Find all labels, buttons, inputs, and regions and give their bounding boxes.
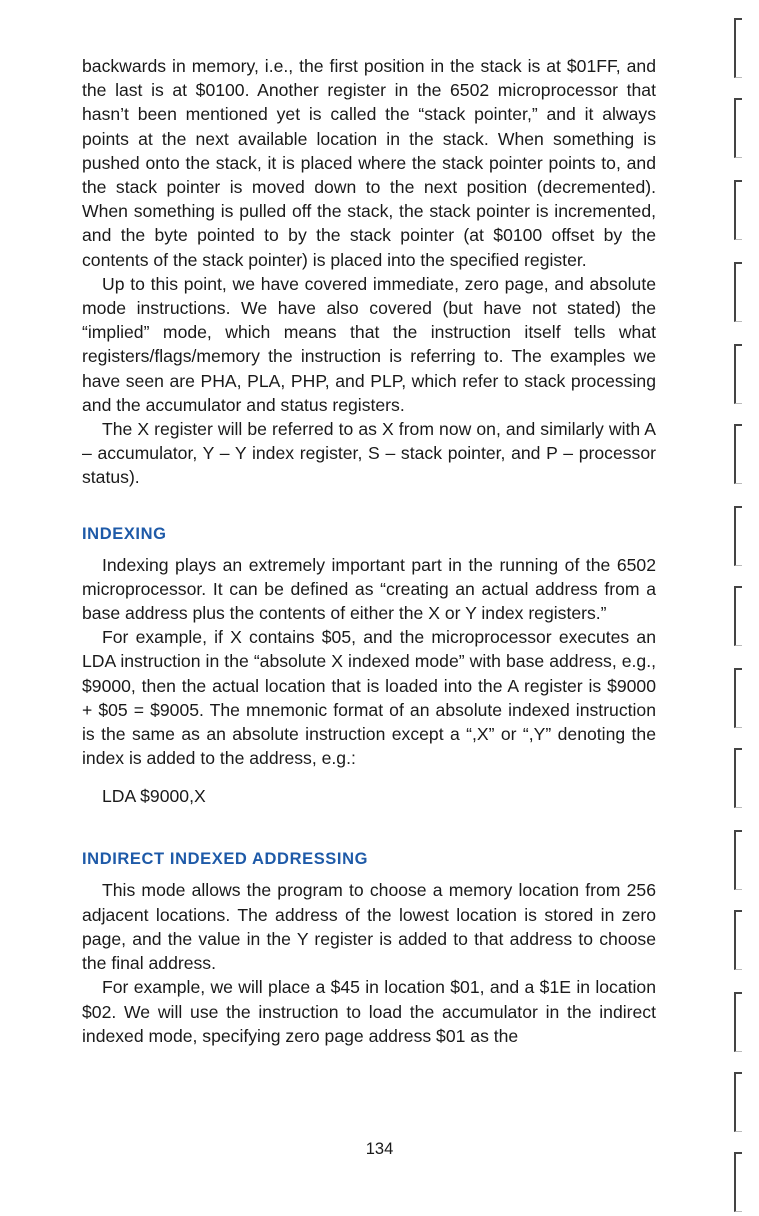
- margin-mark: [734, 180, 742, 240]
- heading-indirect-indexed: INDIRECT INDEXED ADDRESSING: [82, 850, 369, 869]
- page-number: 134: [365, 1140, 394, 1158]
- margin-mark: [734, 424, 742, 484]
- margin-mark: [734, 586, 742, 646]
- paragraph-implied-mode: Up to this point, we have covered immediate, zero page, and absolute mode instructions. We have also covered (but have not stated) the “implied” mode, which means that the instruction itself tells what registers/flags/memory the instruction is referring to. The examples we have seen are PHA, PLA, PHP, and PLP, which refer to stack processing and the accumulator and status registers.: [82, 273, 656, 415]
- margin-mark: [734, 1152, 742, 1212]
- paragraph-stack-pointer: backwards in memory, i.e., the first position in the stack is at $01FF, and the last is at $0100. Another register in the 6502 microprocessor that hasn’t been mentioned yet is called the “stack pointer,” and it always points at the next available location in the stack. When something is pushed onto the stack, it is placed where the stack pointer points to, and the stack pointer is moved down to the next position (decremented). When something is pulled off the stack, the stack pointer is incremented, and the byte pointed to by the stack pointer (at $0100 offset by the contents of the stack pointer) is placed into the specified register.: [82, 56, 656, 270]
- margin-mark: [734, 18, 742, 78]
- paragraph-indexing-definition: Indexing plays an extremely important part in the running of the 6502 microprocessor. It can be defined as “creating an actual address from a base address plus the contents of either the X or Y index registers.”: [82, 554, 656, 624]
- paragraph-register-names: The X register will be referred to as X from now on, and similarly with A – accumulator, Y – Y index register, S – stack pointer, and P – processor status).: [82, 419, 656, 488]
- paragraph-indexing-example: For example, if X contains $05, and the microprocessor executes an LDA instruction in the “absolute X indexed mode” with base address, e.g., $9000, then the actual location that is loaded into the A register is $9000 + $05 = $9005. The mnemonic format of an absolute indexed instruction is the same as an absolute instruction except a “,X” or “,Y” denoting the index is added to the address, e.g.:: [82, 627, 656, 769]
- margin-mark: [734, 668, 742, 728]
- page-body: [82, 54, 656, 1048]
- margin-tab-marks: [728, 0, 748, 1216]
- paragraph-indirect-example: For example, we will place a $45 in location $01, and a $1E in location $02. We will use the instruction to load the accumulator in the indirect indexed mode, specifying zero page address $01 as the: [82, 977, 656, 1046]
- margin-mark: [734, 910, 742, 970]
- margin-mark: [734, 992, 742, 1052]
- margin-mark: [734, 748, 742, 808]
- code-example: LDA $9000,X: [102, 786, 206, 807]
- margin-mark: [734, 830, 742, 890]
- heading-indexing: INDEXING: [82, 524, 167, 543]
- margin-mark: [734, 344, 742, 404]
- margin-mark: [734, 262, 742, 322]
- margin-mark: [734, 98, 742, 158]
- margin-mark: [734, 506, 742, 566]
- margin-mark: [734, 1072, 742, 1132]
- paragraph-indirect-definition: This mode allows the program to choose a memory location from 256 adjacent locations. The address of the lowest location is stored in zero page, and the value in the Y register is added to that address to choose the final address.: [82, 880, 656, 974]
